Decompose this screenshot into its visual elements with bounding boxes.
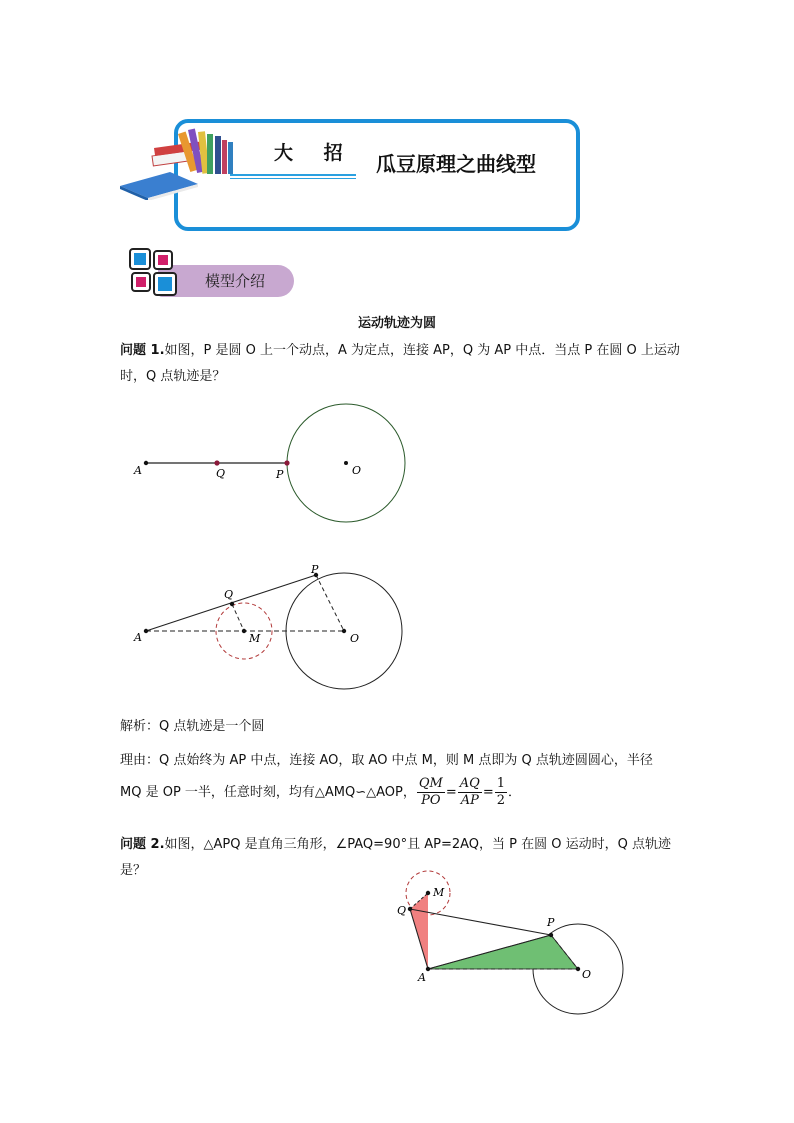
label-a: A [418, 971, 426, 984]
problem-1-text: 如图，P 是圆 O 上一个动点，A 为定点，连接 AP，Q 为 AP 中点．当点 P 在圆 O 上运动时，Q 点轨迹是？ [120, 343, 680, 384]
banner-tag: 大 招 [274, 142, 355, 164]
page-title: 瓜豆原理之曲线型 [376, 152, 536, 176]
triangle-apo [428, 935, 578, 969]
analysis: 解析：Q 点轨迹是一个圆 [120, 719, 265, 734]
label-q: Q [397, 904, 407, 917]
point-p [284, 460, 289, 465]
figure-1 [120, 398, 420, 528]
point-m [242, 629, 246, 633]
point-m [426, 891, 430, 895]
section-heading: 运动轨迹为圆 [357, 316, 436, 331]
point-o [576, 967, 580, 971]
point-p [549, 933, 553, 937]
fraction-one-half: $\frac{1}{2}$ [496, 776, 505, 808]
figure-3 [390, 868, 640, 1018]
grid-squares-icon [128, 247, 178, 299]
section-label: 模型介绍 [205, 272, 266, 290]
figure-2 [120, 562, 420, 692]
period: ． [508, 785, 522, 800]
reason [120, 748, 680, 809]
segment-po [316, 575, 344, 631]
point-q [230, 602, 234, 606]
point-a [144, 461, 148, 465]
triangle-aqm [410, 893, 428, 969]
reason-line-2-text: MQ 是 OP 一半，任意时刻，均有△AMQ∽△AOP， [120, 785, 416, 800]
point-o [342, 629, 346, 633]
banner-divider [230, 174, 356, 176]
problem-1-prefix: 问题 1. [120, 343, 165, 358]
label-p: P [547, 916, 555, 929]
reason-line-2 [120, 776, 680, 809]
fraction-qm-po: $\frac{QM}{PO}$ [418, 776, 443, 808]
reason-line-1: 理由：Q 点始终为 AP 中点，连接 AO，取 AO 中点 M，则 M 点即为 Q 点轨迹圆圆心，半径 [120, 753, 653, 768]
fraction-aq-ap: $\frac{AQ}{AP}$ [459, 776, 480, 808]
label-a: A [134, 464, 142, 477]
point-a [426, 967, 430, 971]
point-q [214, 460, 219, 465]
equals-sign: = [445, 785, 457, 800]
banner-divider-thin [230, 178, 356, 179]
books-icon [118, 128, 243, 200]
label-p: P [276, 468, 284, 481]
equals-sign: = [482, 785, 494, 800]
label-m: M [433, 886, 445, 899]
point-o [344, 461, 348, 465]
segment-qm [232, 604, 244, 631]
point-a [144, 629, 148, 633]
label-o: O [582, 968, 592, 981]
point-q [408, 907, 412, 911]
label-q: Q [224, 588, 234, 601]
segment-qp [410, 909, 551, 935]
problem-2-text: 如图，△APQ 是直角三角形，∠PAQ=90°且 AP=2AQ，当 P 在圆 O 运动时，Q 点轨迹是？ [120, 837, 671, 878]
label-o: O [350, 632, 360, 645]
label-m: M [249, 632, 261, 645]
problem-2-prefix: 问题 2. [120, 837, 165, 852]
label-o: O [352, 464, 362, 477]
label-a: A [134, 631, 142, 644]
label-q: Q [216, 467, 226, 480]
problem-1 [120, 338, 680, 390]
label-p: P [311, 563, 319, 576]
